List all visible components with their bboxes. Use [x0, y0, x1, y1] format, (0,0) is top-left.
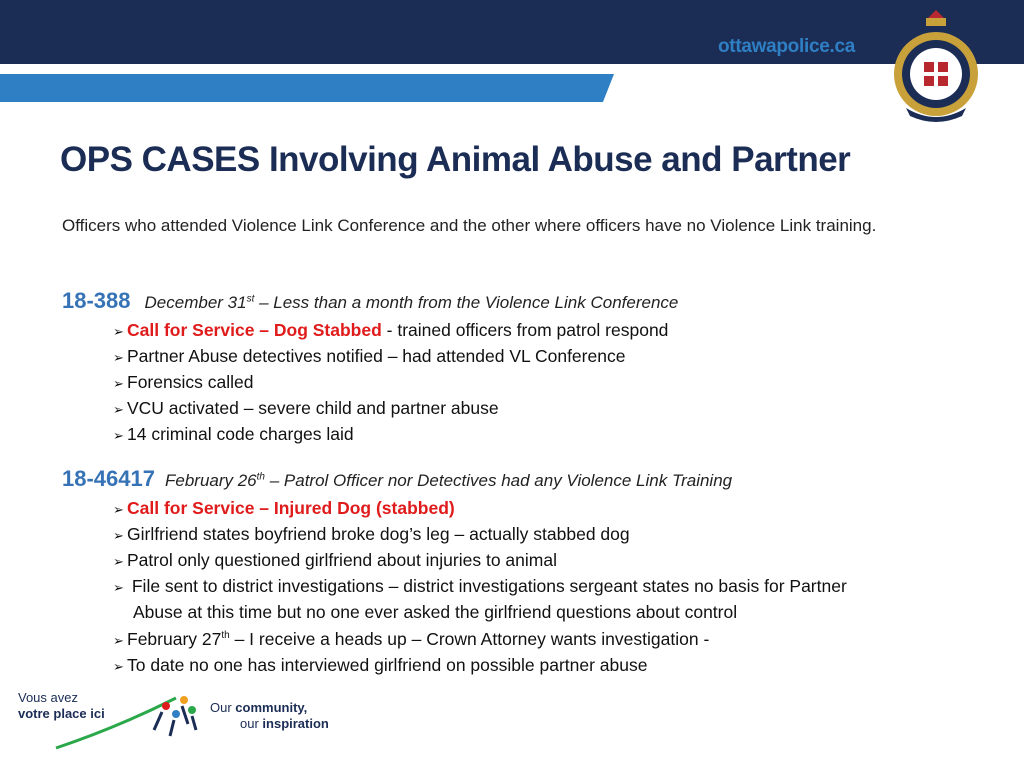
item-date-suffix: th: [221, 630, 230, 641]
arrow-bullet-icon: ➢: [113, 376, 124, 391]
item-text: 14 criminal code charges laid: [127, 424, 354, 444]
case-number: 18-388: [62, 288, 131, 313]
item-text: VCU activated – severe child and partner abuse: [127, 398, 499, 418]
list-item: [113, 344, 668, 370]
case1-bullet-list: [113, 318, 668, 448]
list-item: [113, 496, 847, 522]
arrow-bullet-icon: ➢: [113, 428, 124, 443]
arrow-bullet-icon: ➢: [113, 402, 124, 417]
site-url: ottawapolice.ca: [718, 36, 855, 57]
case-date-suffix: th: [256, 471, 265, 483]
item-text: Forensics called: [127, 372, 254, 392]
header-band: [0, 0, 1024, 64]
list-item: [113, 624, 847, 653]
list-item: [113, 318, 668, 344]
list-item: [113, 422, 668, 448]
item-text: Girlfriend states boyfriend broke dog’s leg – actually stabbed dog: [127, 524, 630, 544]
tagline-line: [210, 700, 329, 716]
list-item: [113, 370, 668, 396]
case-date: February 26: [164, 471, 257, 490]
case-number: 18-46417: [62, 466, 155, 491]
arrow-bullet-icon: ➢: [113, 554, 124, 569]
list-item: [113, 396, 668, 422]
item-text: - trained officers from patrol respond: [381, 320, 669, 340]
case2-bullet-list: [113, 496, 847, 679]
intro-text: Officers who attended Violence Link Conference and the other where officers have no Violence Link training.: [62, 216, 877, 235]
header-stripe: [0, 74, 614, 102]
highlight-text: Call for Service – Dog Stabbed: [127, 320, 382, 340]
tagline-line: [210, 716, 329, 732]
footer-tagline-en: [210, 700, 329, 732]
case-header-1: [62, 288, 678, 314]
item-text: Partner Abuse detectives notified – had attended VL Conference: [127, 346, 626, 366]
arrow-bullet-icon: ➢: [113, 528, 124, 543]
case-note: – Patrol Officer nor Detectives had any Violence Link Training: [265, 471, 733, 490]
footer-tagline-fr: [18, 690, 105, 722]
list-item: [113, 522, 847, 548]
case-date-suffix: st: [246, 293, 255, 305]
list-item: [113, 548, 847, 574]
case-description: [145, 293, 679, 312]
police-crest-icon: [888, 8, 984, 128]
tagline-part: our: [240, 716, 263, 731]
arrow-bullet-icon: ➢: [113, 324, 124, 339]
tagline-line: votre place ici: [18, 706, 105, 721]
page-title: OPS CASES Involving Animal Abuse and Partner: [60, 140, 851, 179]
highlight-text: Call for Service – Injured Dog (stabbed): [127, 498, 455, 518]
list-item: [113, 653, 847, 679]
item-text: – I receive a heads up – Crown Attorney wants investigation -: [229, 628, 710, 649]
tagline-part: inspiration: [262, 716, 329, 731]
item-text: To date no one has interviewed girlfriend on possible partner abuse: [127, 654, 648, 675]
case-date: December 31: [144, 293, 247, 312]
list-item: [113, 574, 847, 624]
arrow-bullet-icon: ➢: [113, 658, 124, 674]
case-note: – Less than a month from the Violence Link Conference: [254, 293, 679, 312]
tagline-line: Vous avez: [18, 690, 78, 705]
case-description: [165, 471, 732, 490]
item-date: February 27: [127, 628, 222, 649]
arrow-bullet-icon: ➢: [113, 350, 124, 365]
tagline-part: community,: [235, 700, 308, 715]
item-text-continued: Abuse at this time but no one ever asked the girlfriend questions about control: [133, 602, 738, 622]
tagline-part: Our: [210, 700, 236, 715]
item-text: Patrol only questioned girlfriend about injuries to animal: [127, 550, 557, 570]
arrow-bullet-icon: ➢: [113, 502, 124, 517]
case-header-2: [62, 466, 732, 492]
arrow-bullet-icon: ➢: [113, 580, 124, 595]
arrow-bullet-icon: ➢: [113, 632, 124, 648]
item-text: File sent to district investigations – district investigations sergeant states no basis for Partner: [127, 576, 847, 596]
